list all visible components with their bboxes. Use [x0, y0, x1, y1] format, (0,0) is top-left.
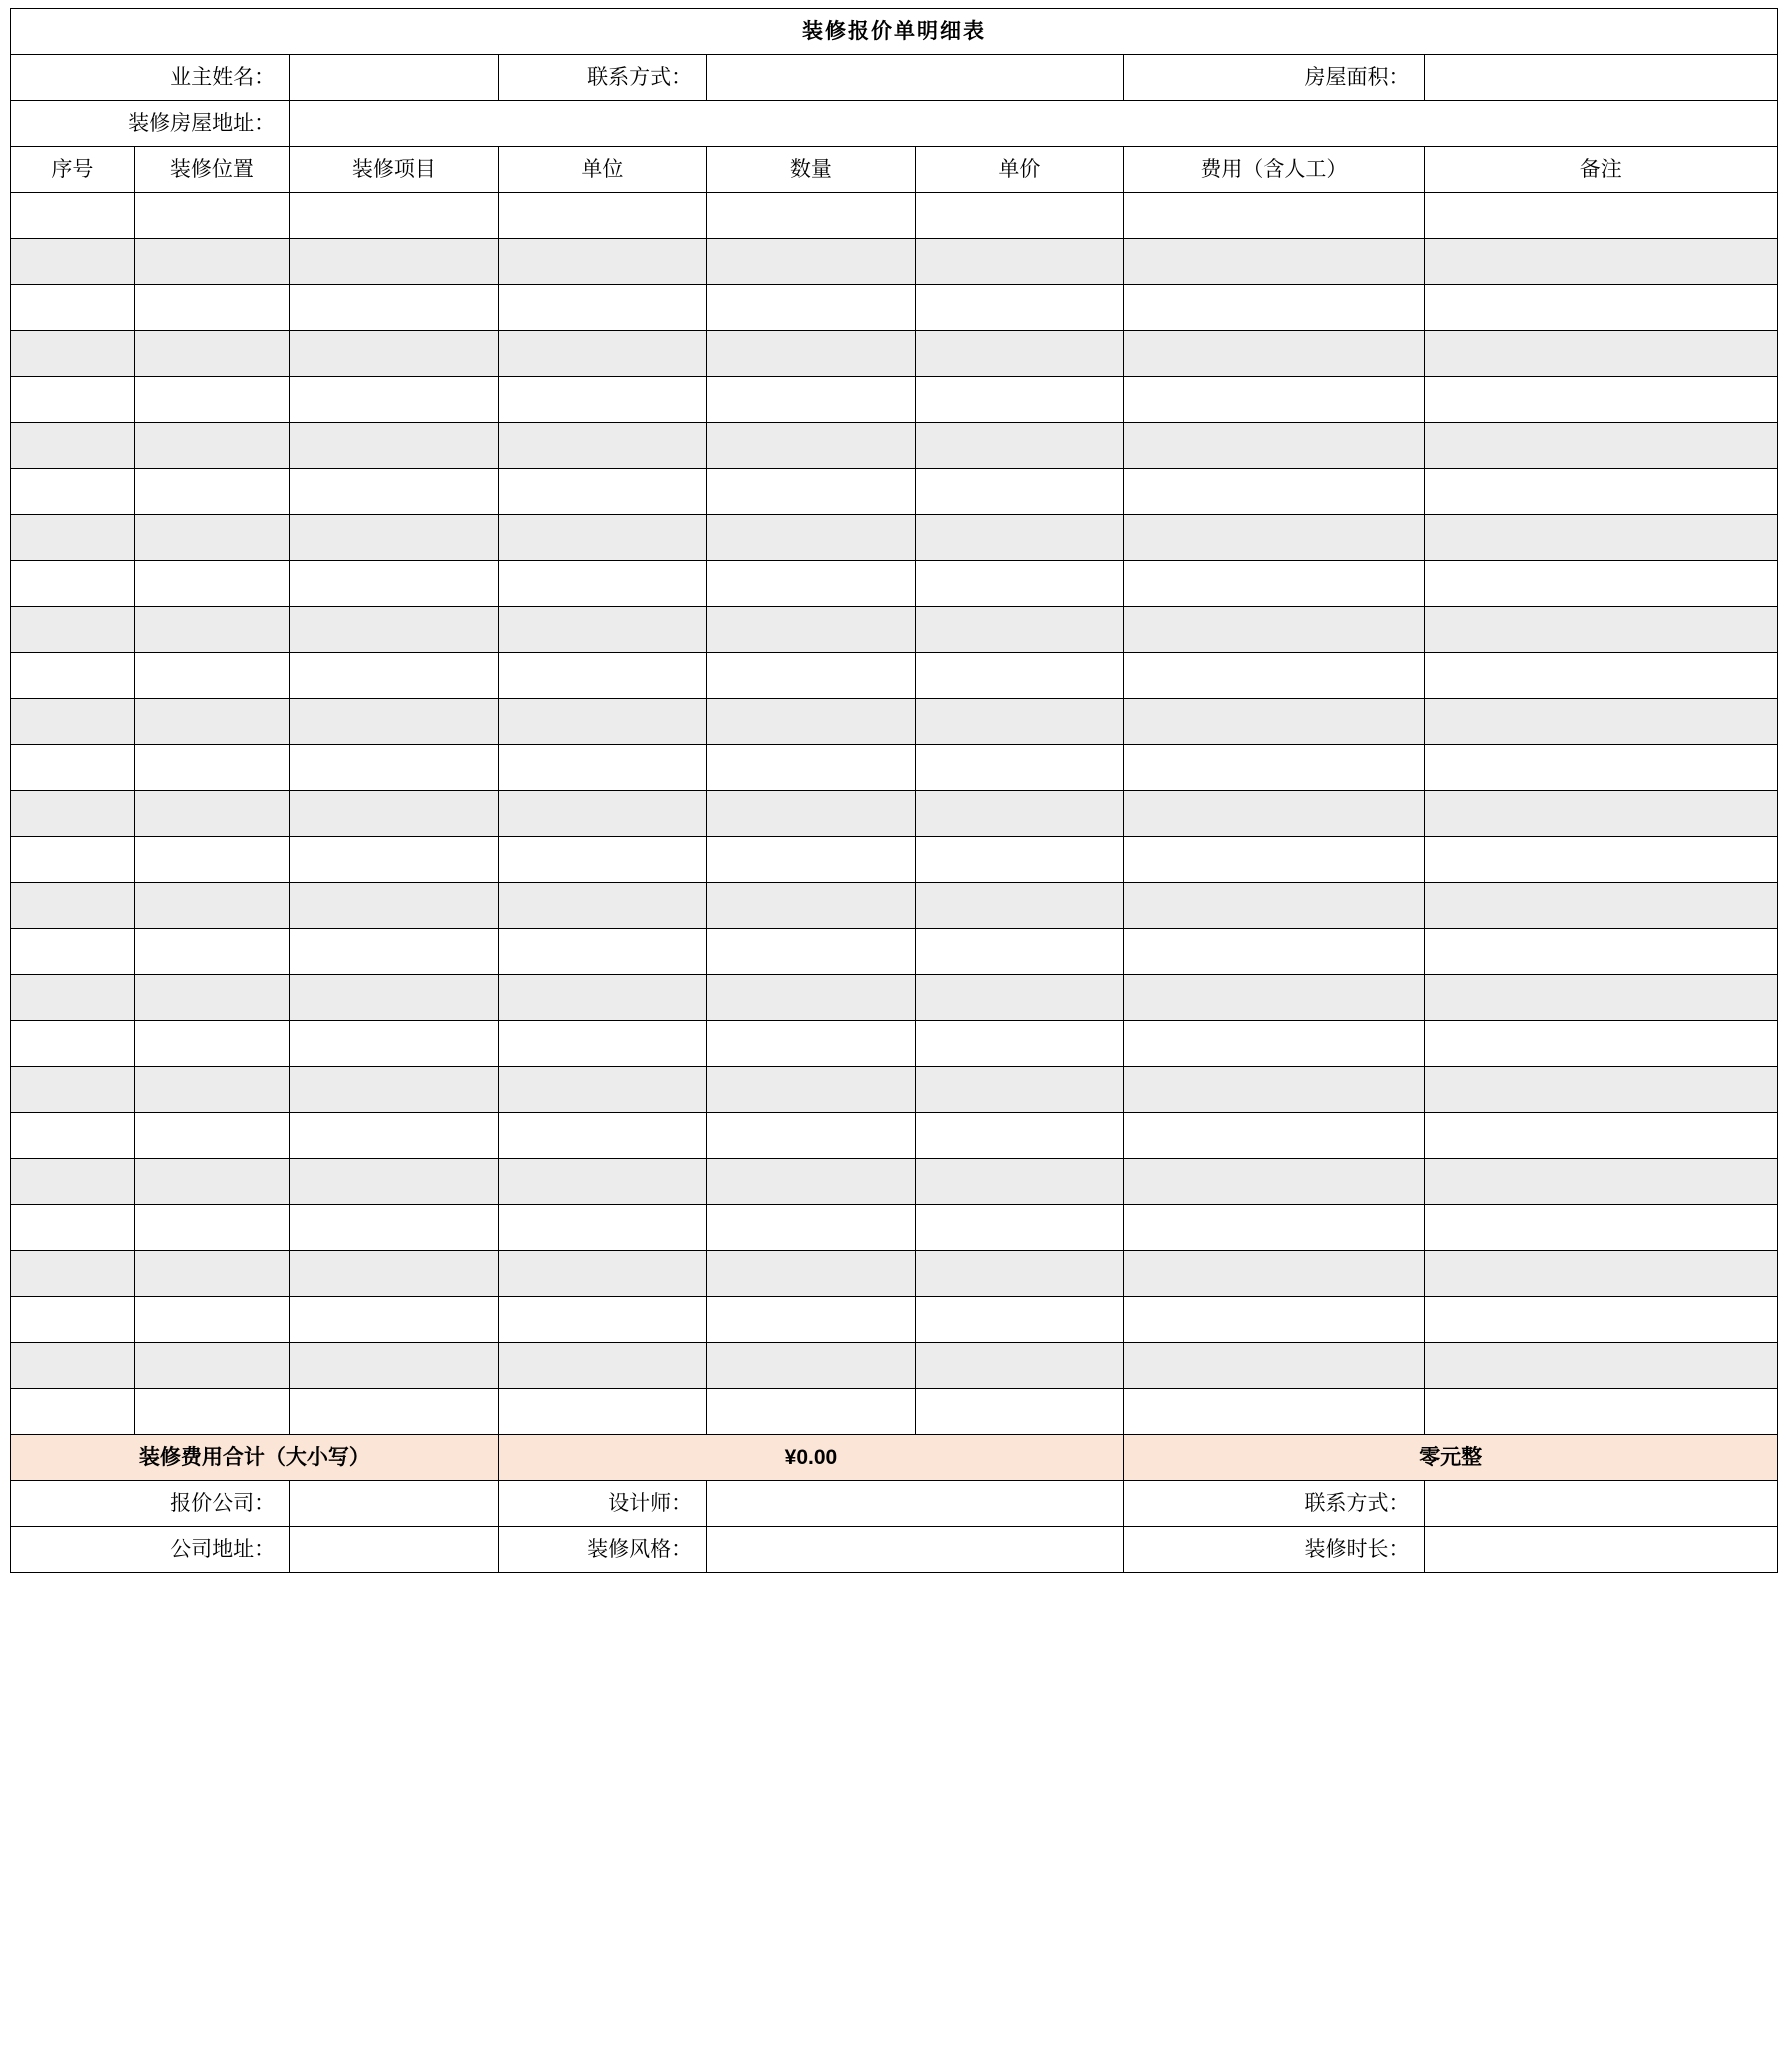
- table-row: [11, 1021, 1778, 1067]
- cell-quantity[interactable]: [707, 883, 916, 929]
- cell-cost[interactable]: [1124, 883, 1424, 929]
- cell-item[interactable]: [290, 331, 499, 377]
- cell-location[interactable]: [134, 699, 289, 745]
- cell-index[interactable]: [11, 929, 135, 975]
- cell-unit-price[interactable]: [915, 929, 1124, 975]
- cell-unit[interactable]: [498, 1067, 707, 1113]
- owner-info-row: [11, 55, 1778, 101]
- cell-location[interactable]: [134, 791, 289, 837]
- cell-cost[interactable]: [1124, 975, 1424, 1021]
- cell-remark[interactable]: [1424, 193, 1777, 239]
- table-row: [11, 1343, 1778, 1389]
- cell-unit-price[interactable]: [915, 423, 1124, 469]
- cell-item[interactable]: [290, 193, 499, 239]
- title-row: [11, 9, 1778, 55]
- cell-unit-price[interactable]: [915, 377, 1124, 423]
- cell-index[interactable]: [11, 745, 135, 791]
- cell-location[interactable]: [134, 1389, 289, 1435]
- cell-index[interactable]: [11, 1021, 135, 1067]
- cell-location[interactable]: [134, 929, 289, 975]
- cell-quantity[interactable]: [707, 1205, 916, 1251]
- cell-item[interactable]: [290, 1251, 499, 1297]
- cell-remark[interactable]: [1424, 1113, 1777, 1159]
- cell-cost[interactable]: [1124, 1159, 1424, 1205]
- table-header-row: [11, 147, 1778, 193]
- cell-unit-price[interactable]: [915, 745, 1124, 791]
- cell-unit[interactable]: [498, 929, 707, 975]
- table-row: [11, 377, 1778, 423]
- cell-quantity[interactable]: [707, 469, 916, 515]
- table-row: [11, 1251, 1778, 1297]
- table-row: [11, 515, 1778, 561]
- cell-item[interactable]: [290, 561, 499, 607]
- cell-remark[interactable]: [1424, 1067, 1777, 1113]
- table-row: [11, 193, 1778, 239]
- cell-item[interactable]: [290, 1113, 499, 1159]
- cell-unit[interactable]: [498, 1113, 707, 1159]
- cell-cost[interactable]: [1124, 745, 1424, 791]
- table-row: [11, 423, 1778, 469]
- cell-unit-price[interactable]: [915, 653, 1124, 699]
- cell-remark[interactable]: [1424, 607, 1777, 653]
- cell-cost[interactable]: [1124, 423, 1424, 469]
- cell-unit[interactable]: [498, 745, 707, 791]
- table-row: [11, 929, 1778, 975]
- cell-unit[interactable]: [498, 1343, 707, 1389]
- cell-cost[interactable]: [1124, 653, 1424, 699]
- total-amount-numeric: ¥0.00: [498, 1435, 1124, 1481]
- table-row: [11, 883, 1778, 929]
- cell-remark[interactable]: [1424, 1343, 1777, 1389]
- cell-cost[interactable]: [1124, 193, 1424, 239]
- table-row: [11, 653, 1778, 699]
- cell-cost[interactable]: [1124, 791, 1424, 837]
- cell-index[interactable]: [11, 699, 135, 745]
- table-row: [11, 837, 1778, 883]
- table-row: [11, 1067, 1778, 1113]
- footer-row-company: [11, 1481, 1778, 1527]
- cell-location[interactable]: [134, 193, 289, 239]
- cell-unit[interactable]: [498, 699, 707, 745]
- cell-quantity[interactable]: [707, 239, 916, 285]
- cell-item[interactable]: [290, 1297, 499, 1343]
- cell-unit-price[interactable]: [915, 469, 1124, 515]
- cell-unit[interactable]: [498, 837, 707, 883]
- cell-remark[interactable]: [1424, 883, 1777, 929]
- cell-remark[interactable]: [1424, 1389, 1777, 1435]
- address-field[interactable]: [290, 101, 1778, 147]
- cell-quantity[interactable]: [707, 1113, 916, 1159]
- column-header-item: 装修项目: [290, 147, 499, 193]
- cell-location[interactable]: [134, 1159, 289, 1205]
- company-address-field[interactable]: [290, 1527, 499, 1573]
- cell-cost[interactable]: [1124, 837, 1424, 883]
- cell-quantity[interactable]: [707, 331, 916, 377]
- cell-index[interactable]: [11, 883, 135, 929]
- table-row: [11, 791, 1778, 837]
- cell-cost[interactable]: [1124, 1297, 1424, 1343]
- company-address-label: 公司地址：: [11, 1527, 290, 1573]
- cell-quantity[interactable]: [707, 607, 916, 653]
- table-row: [11, 1297, 1778, 1343]
- cell-unit[interactable]: [498, 791, 707, 837]
- cell-unit-price[interactable]: [915, 607, 1124, 653]
- cell-quantity[interactable]: [707, 515, 916, 561]
- table-row: [11, 607, 1778, 653]
- cell-item[interactable]: [290, 1389, 499, 1435]
- cell-location[interactable]: [134, 1297, 289, 1343]
- cell-quantity[interactable]: [707, 745, 916, 791]
- decoration-style-label: 装修风格：: [498, 1527, 707, 1573]
- cell-remark[interactable]: [1424, 377, 1777, 423]
- page-title: 装修报价单明细表: [11, 9, 1778, 55]
- cell-cost[interactable]: [1124, 561, 1424, 607]
- cell-unit[interactable]: [498, 561, 707, 607]
- cell-index[interactable]: [11, 469, 135, 515]
- cell-location[interactable]: [134, 561, 289, 607]
- duration-field[interactable]: [1424, 1527, 1777, 1573]
- cell-item[interactable]: [290, 699, 499, 745]
- cell-quantity[interactable]: [707, 1297, 916, 1343]
- cell-index[interactable]: [11, 423, 135, 469]
- cell-remark[interactable]: [1424, 653, 1777, 699]
- cell-item[interactable]: [290, 929, 499, 975]
- address-label: 装修房屋地址：: [11, 101, 290, 147]
- cell-unit-price[interactable]: [915, 1297, 1124, 1343]
- cell-index[interactable]: [11, 653, 135, 699]
- table-row: [11, 1389, 1778, 1435]
- table-row: [11, 239, 1778, 285]
- cell-unit[interactable]: [498, 1021, 707, 1067]
- cell-remark[interactable]: [1424, 1251, 1777, 1297]
- cell-index[interactable]: [11, 239, 135, 285]
- total-amount-chinese: 零元整: [1124, 1435, 1778, 1481]
- cell-remark[interactable]: [1424, 699, 1777, 745]
- cell-location[interactable]: [134, 1343, 289, 1389]
- cell-location[interactable]: [134, 469, 289, 515]
- cell-remark[interactable]: [1424, 285, 1777, 331]
- cell-quantity[interactable]: [707, 837, 916, 883]
- cell-item[interactable]: [290, 515, 499, 561]
- cell-quantity[interactable]: [707, 653, 916, 699]
- quotation-table: [10, 8, 1778, 1573]
- cell-index[interactable]: [11, 607, 135, 653]
- cell-quantity[interactable]: [707, 285, 916, 331]
- cell-index[interactable]: [11, 515, 135, 561]
- cell-unit[interactable]: [498, 883, 707, 929]
- cell-unit[interactable]: [498, 1159, 707, 1205]
- cell-index[interactable]: [11, 1343, 135, 1389]
- cell-location[interactable]: [134, 423, 289, 469]
- cell-cost[interactable]: [1124, 1113, 1424, 1159]
- cell-quantity[interactable]: [707, 377, 916, 423]
- cell-unit-price[interactable]: [915, 699, 1124, 745]
- cell-index[interactable]: [11, 1067, 135, 1113]
- cell-unit[interactable]: [498, 607, 707, 653]
- cell-unit-price[interactable]: [915, 1021, 1124, 1067]
- cell-unit[interactable]: [498, 1389, 707, 1435]
- table-row: [11, 469, 1778, 515]
- cell-cost[interactable]: [1124, 699, 1424, 745]
- column-header-cost: 费用（含人工）: [1124, 147, 1424, 193]
- cell-quantity[interactable]: [707, 423, 916, 469]
- designer-label: 设计师：: [498, 1481, 707, 1527]
- cell-remark[interactable]: [1424, 1021, 1777, 1067]
- cell-location[interactable]: [134, 515, 289, 561]
- cell-remark[interactable]: [1424, 331, 1777, 377]
- cell-remark[interactable]: [1424, 791, 1777, 837]
- total-row: [11, 1435, 1778, 1481]
- cell-item[interactable]: [290, 653, 499, 699]
- cell-location[interactable]: [134, 1067, 289, 1113]
- cell-unit-price[interactable]: [915, 1159, 1124, 1205]
- cell-unit-price[interactable]: [915, 791, 1124, 837]
- table-row: [11, 285, 1778, 331]
- cell-item[interactable]: [290, 607, 499, 653]
- cell-cost[interactable]: [1124, 1389, 1424, 1435]
- cell-quantity[interactable]: [707, 1159, 916, 1205]
- cell-index[interactable]: [11, 331, 135, 377]
- column-header-remark: 备注: [1424, 147, 1777, 193]
- cell-cost[interactable]: [1124, 239, 1424, 285]
- cell-item[interactable]: [290, 1343, 499, 1389]
- table-row: [11, 975, 1778, 1021]
- cell-unit-price[interactable]: [915, 515, 1124, 561]
- cell-index[interactable]: [11, 1389, 135, 1435]
- cell-quantity[interactable]: [707, 1251, 916, 1297]
- cell-location[interactable]: [134, 607, 289, 653]
- table-row: [11, 1159, 1778, 1205]
- cell-unit[interactable]: [498, 193, 707, 239]
- cell-index[interactable]: [11, 1205, 135, 1251]
- table-row: [11, 561, 1778, 607]
- cell-unit-price[interactable]: [915, 239, 1124, 285]
- cell-location[interactable]: [134, 975, 289, 1021]
- cell-quantity[interactable]: [707, 561, 916, 607]
- cell-item[interactable]: [290, 1205, 499, 1251]
- cell-location[interactable]: [134, 745, 289, 791]
- cell-unit-price[interactable]: [915, 331, 1124, 377]
- total-label: 装修费用合计（大小写）: [11, 1435, 499, 1481]
- cell-item[interactable]: [290, 377, 499, 423]
- cell-cost[interactable]: [1124, 1205, 1424, 1251]
- contact-field[interactable]: [707, 55, 1124, 101]
- cell-location[interactable]: [134, 1205, 289, 1251]
- house-area-label: 房屋面积：: [1124, 55, 1424, 101]
- cell-index[interactable]: [11, 1251, 135, 1297]
- table-row: [11, 1113, 1778, 1159]
- column-header-quantity: 数量: [707, 147, 916, 193]
- cell-item[interactable]: [290, 285, 499, 331]
- address-row: [11, 101, 1778, 147]
- cell-unit[interactable]: [498, 331, 707, 377]
- table-row: [11, 699, 1778, 745]
- cell-remark[interactable]: [1424, 1159, 1777, 1205]
- cell-location[interactable]: [134, 239, 289, 285]
- footer-row-address: [11, 1527, 1778, 1573]
- cell-unit-price[interactable]: [915, 837, 1124, 883]
- footer-contact-field[interactable]: [1424, 1481, 1777, 1527]
- cell-unit-price[interactable]: [915, 1205, 1124, 1251]
- cell-item[interactable]: [290, 423, 499, 469]
- owner-name-label: 业主姓名：: [11, 55, 290, 101]
- cell-unit[interactable]: [498, 1297, 707, 1343]
- cell-quantity[interactable]: [707, 1067, 916, 1113]
- cell-unit-price[interactable]: [915, 975, 1124, 1021]
- quote-company-label: 报价公司：: [11, 1481, 290, 1527]
- cell-location[interactable]: [134, 883, 289, 929]
- cell-remark[interactable]: [1424, 515, 1777, 561]
- cell-cost[interactable]: [1124, 1067, 1424, 1113]
- cell-index[interactable]: [11, 285, 135, 331]
- cell-location[interactable]: [134, 837, 289, 883]
- cell-unit-price[interactable]: [915, 883, 1124, 929]
- cell-index[interactable]: [11, 1159, 135, 1205]
- cell-item[interactable]: [290, 1159, 499, 1205]
- footer-contact-label: 联系方式：: [1124, 1481, 1424, 1527]
- cell-item[interactable]: [290, 975, 499, 1021]
- quote-company-field[interactable]: [290, 1481, 499, 1527]
- cell-remark[interactable]: [1424, 837, 1777, 883]
- cell-location[interactable]: [134, 377, 289, 423]
- cell-remark[interactable]: [1424, 975, 1777, 1021]
- cell-cost[interactable]: [1124, 377, 1424, 423]
- cell-remark[interactable]: [1424, 469, 1777, 515]
- cell-unit[interactable]: [498, 469, 707, 515]
- cell-quantity[interactable]: [707, 975, 916, 1021]
- cell-cost[interactable]: [1124, 285, 1424, 331]
- cell-unit[interactable]: [498, 1251, 707, 1297]
- cell-index[interactable]: [11, 837, 135, 883]
- column-header-location: 装修位置: [134, 147, 289, 193]
- cell-cost[interactable]: [1124, 331, 1424, 377]
- cell-index[interactable]: [11, 561, 135, 607]
- cell-index[interactable]: [11, 193, 135, 239]
- cell-quantity[interactable]: [707, 929, 916, 975]
- cell-remark[interactable]: [1424, 1205, 1777, 1251]
- cell-index[interactable]: [11, 975, 135, 1021]
- cell-remark[interactable]: [1424, 239, 1777, 285]
- cell-item[interactable]: [290, 837, 499, 883]
- cell-unit[interactable]: [498, 653, 707, 699]
- cell-item[interactable]: [290, 791, 499, 837]
- column-header-unit-price: 单价: [915, 147, 1124, 193]
- cell-remark[interactable]: [1424, 929, 1777, 975]
- cell-index[interactable]: [11, 1113, 135, 1159]
- cell-unit[interactable]: [498, 423, 707, 469]
- cell-remark[interactable]: [1424, 423, 1777, 469]
- cell-item[interactable]: [290, 883, 499, 929]
- house-area-field[interactable]: [1424, 55, 1777, 101]
- cell-location[interactable]: [134, 331, 289, 377]
- cell-remark[interactable]: [1424, 1297, 1777, 1343]
- table-row: [11, 1205, 1778, 1251]
- cell-quantity[interactable]: [707, 1021, 916, 1067]
- cell-quantity[interactable]: [707, 193, 916, 239]
- cell-cost[interactable]: [1124, 929, 1424, 975]
- cell-unit-price[interactable]: [915, 285, 1124, 331]
- cell-unit-price[interactable]: [915, 1389, 1124, 1435]
- owner-name-field[interactable]: [290, 55, 499, 101]
- cell-cost[interactable]: [1124, 1251, 1424, 1297]
- cell-index[interactable]: [11, 377, 135, 423]
- cell-unit-price[interactable]: [915, 561, 1124, 607]
- designer-field[interactable]: [707, 1481, 1124, 1527]
- cell-quantity[interactable]: [707, 1343, 916, 1389]
- decoration-style-field[interactable]: [707, 1527, 1124, 1573]
- cell-location[interactable]: [134, 653, 289, 699]
- cell-unit[interactable]: [498, 239, 707, 285]
- cell-unit[interactable]: [498, 1205, 707, 1251]
- cell-unit-price[interactable]: [915, 1067, 1124, 1113]
- cell-unit-price[interactable]: [915, 1343, 1124, 1389]
- cell-remark[interactable]: [1424, 745, 1777, 791]
- cell-unit[interactable]: [498, 285, 707, 331]
- cell-quantity[interactable]: [707, 699, 916, 745]
- cell-location[interactable]: [134, 1251, 289, 1297]
- cell-cost[interactable]: [1124, 1343, 1424, 1389]
- cell-item[interactable]: [290, 239, 499, 285]
- duration-label: 装修时长：: [1124, 1527, 1424, 1573]
- cell-index[interactable]: [11, 1297, 135, 1343]
- column-header-unit: 单位: [498, 147, 707, 193]
- cell-unit-price[interactable]: [915, 193, 1124, 239]
- table-row: [11, 745, 1778, 791]
- column-header-index: 序号: [11, 147, 135, 193]
- cell-location[interactable]: [134, 1021, 289, 1067]
- cell-remark[interactable]: [1424, 561, 1777, 607]
- table-row: [11, 331, 1778, 377]
- cell-unit[interactable]: [498, 515, 707, 561]
- cell-cost[interactable]: [1124, 515, 1424, 561]
- cell-location[interactable]: [134, 1113, 289, 1159]
- cell-index[interactable]: [11, 791, 135, 837]
- cell-unit-price[interactable]: [915, 1251, 1124, 1297]
- contact-label: 联系方式：: [498, 55, 707, 101]
- cell-cost[interactable]: [1124, 607, 1424, 653]
- cell-item[interactable]: [290, 745, 499, 791]
- cell-location[interactable]: [134, 285, 289, 331]
- cell-item[interactable]: [290, 469, 499, 515]
- cell-item[interactable]: [290, 1021, 499, 1067]
- cell-cost[interactable]: [1124, 1021, 1424, 1067]
- cell-quantity[interactable]: [707, 791, 916, 837]
- cell-unit[interactable]: [498, 975, 707, 1021]
- cell-unit[interactable]: [498, 377, 707, 423]
- cell-item[interactable]: [290, 1067, 499, 1113]
- cell-quantity[interactable]: [707, 1389, 916, 1435]
- cell-unit-price[interactable]: [915, 1113, 1124, 1159]
- cell-cost[interactable]: [1124, 469, 1424, 515]
